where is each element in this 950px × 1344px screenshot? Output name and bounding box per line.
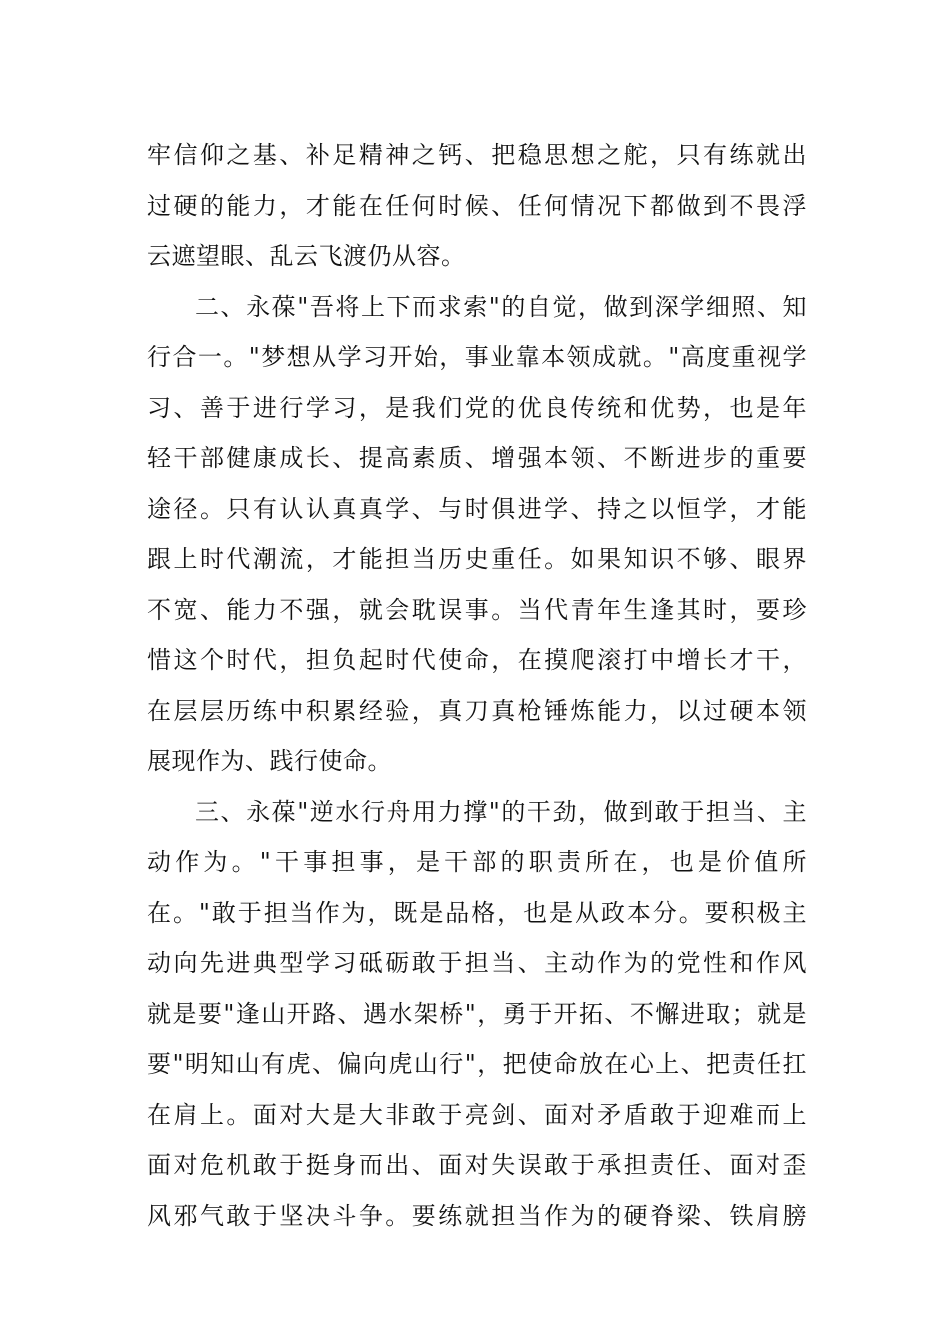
text-line: 不宽、能力不强，就会耽误事。当代青年生逢其时，要珍	[147, 595, 807, 624]
text-line: 在层层历练中积累经验，真刀真枪锤炼能力，以过硬本领	[147, 696, 807, 725]
text-line: 牢信仰之基、补足精神之钙、把稳思想之舵，只有练就出	[147, 141, 807, 169]
text-line: 风邪气敢于坚决斗争。要练就担当作为的硬脊梁、铁肩膀	[147, 1201, 807, 1230]
text-line: 行合一。"梦想从学习开始，事业靠本领成就。"高度重视学	[147, 343, 807, 371]
text-line: 在肩上。面对大是大非敢于亮剑、面对矛盾敢于迎难而上	[147, 1100, 807, 1129]
text-line: 跟上时代潮流，才能担当历史重任。如果知识不够、眼界	[147, 545, 807, 573]
text-line: 三、永葆"逆水行舟用力撑"的干劲，做到敢于担当、主	[195, 797, 807, 826]
text-line: 就是要"逢山开路、遇水架桥"，勇于开拓、不懈进取；就是	[147, 999, 807, 1028]
text-line: 途径。只有认认真真学、与时俱进学、持之以恒学，才能	[147, 494, 807, 523]
text-line: 轻干部健康成长、提高素质、增强本领、不断进步的重要	[147, 444, 807, 472]
text-line: 二、永葆"吾将上下而求索"的自觉，做到深学细照、知	[195, 292, 807, 321]
text-line: 在。"敢于担当作为，既是品格，也是从政本分。要积极主	[147, 898, 807, 927]
body-text	[147, 130, 807, 1241]
text-line: 过硬的能力，才能在任何时候、任何情况下都做到不畏浮	[147, 191, 807, 220]
text-line: 展现作为、践行使命。	[147, 747, 392, 775]
text-line: 面对危机敢于挺身而出、面对失误敢于承担责任、面对歪	[147, 1151, 807, 1179]
text-line: 惜这个时代，担负起时代使命，在摸爬滚打中增长才干，	[147, 646, 807, 674]
text-line: 习、善于进行学习，是我们党的优良传统和优势，也是年	[147, 393, 807, 422]
text-line: 动向先进典型学习砥砺敢于担当、主动作为的党性和作风	[147, 949, 807, 977]
text-line: 云遮望眼、乱云飞渡仍从容。	[147, 242, 466, 270]
text-line: 动作为。"干事担事，是干部的职责所在，也是价值所	[147, 848, 807, 876]
text-line: 要"明知山有虎、偏向虎山行"，把使命放在心上、把责任扛	[147, 1050, 807, 1078]
